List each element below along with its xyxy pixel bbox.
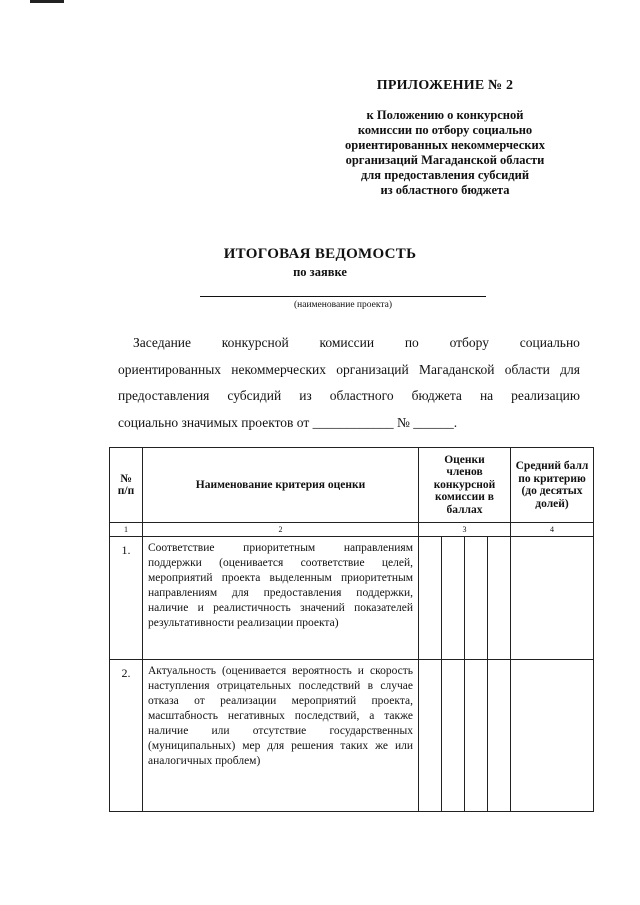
- intro-word: из: [299, 388, 312, 403]
- appendix-line: комиссии по отбору социально: [357, 123, 533, 137]
- criterion-text: Актуальность (оценивается вероятность и скорость наступления отрицательных последствий в случае отказа от реализации мероприятий проекта, масштабность негативных последствий, а также наличие или отсутствие государственных (муниципальных) мер для решения таких же или аналогичных проблем): [143, 660, 419, 812]
- appendix-description: [330, 108, 560, 198]
- appendix-line: для предоставления субсидий: [360, 168, 530, 182]
- appendix-line: к Положению о конкурсной: [366, 108, 524, 122]
- appendix-line: ориентированных некоммерческих: [345, 138, 545, 152]
- intro-word: реализацию: [511, 388, 580, 403]
- criteria-table: [109, 447, 594, 812]
- intro-word: для: [560, 361, 580, 377]
- intro-word: комиссии: [319, 335, 375, 350]
- header-number: № п/п: [110, 448, 143, 523]
- document-title-block: [0, 246, 640, 280]
- scores-cell[interactable]: [419, 537, 511, 660]
- appendix-title: ПРИЛОЖЕНИЕ № 2: [376, 78, 514, 93]
- project-name-line: [200, 296, 486, 297]
- header-average: Средний балл по критерию (до десятых долей): [511, 448, 594, 523]
- corner-mark: [30, 0, 64, 3]
- intro-word: организаций: [336, 361, 409, 377]
- column-number: 2: [143, 523, 419, 537]
- appendix-line: организаций Магаданской области: [345, 153, 545, 167]
- intro-line-2: [118, 357, 580, 384]
- intro-word: субсидий: [227, 388, 282, 403]
- row-number: 2.: [110, 660, 143, 812]
- intro-line-1: [133, 330, 580, 357]
- intro-word: социально: [519, 335, 580, 350]
- appendix-header: [330, 78, 560, 198]
- appendix-line: из областного бюджета: [380, 183, 510, 197]
- table-row: [110, 660, 594, 812]
- intro-word: Заседание: [133, 335, 192, 350]
- intro-word: некоммерческих: [231, 361, 327, 377]
- intro-word: областного: [329, 388, 394, 403]
- average-cell[interactable]: [511, 660, 594, 812]
- header-criterion: Наименование критерия оценки: [143, 448, 419, 523]
- intro-word: области: [504, 361, 550, 377]
- average-cell[interactable]: [511, 537, 594, 660]
- document-title: ИТОГОВАЯ ВЕДОМОСТЬ: [223, 246, 417, 262]
- score-subcolumns: [419, 660, 510, 811]
- intro-word: конкурсной: [221, 335, 289, 350]
- intro-word: по: [404, 335, 419, 350]
- column-number: 1: [110, 523, 143, 537]
- column-number-row: [110, 523, 594, 537]
- score-subcolumns: [419, 537, 510, 659]
- document-subtitle: по заявке: [293, 265, 347, 279]
- intro-line-4: социально значимых проектов от ____________ № ______.: [118, 414, 458, 430]
- project-name-caption: (наименование проекта): [293, 300, 392, 310]
- intro-word: отбору: [449, 335, 489, 350]
- intro-word: бюджета: [411, 388, 462, 403]
- intro-word: на: [479, 388, 494, 403]
- table-row: [110, 537, 594, 660]
- intro-word: Магаданской: [419, 361, 495, 377]
- row-number: 1.: [110, 537, 143, 660]
- intro-word: ориентированных: [118, 361, 222, 377]
- intro-paragraph: [118, 330, 580, 436]
- criterion-text: Соответствие приоритетным направлениям поддержки (оценивается соответствие целей, мероприятий проекта выделенным приоритетным направлениям для предоставления поддержки, наличие и реалистичность значений показателей результативности реализации проекта): [143, 537, 419, 660]
- column-number: 3: [419, 523, 511, 537]
- scores-cell[interactable]: [419, 660, 511, 812]
- intro-line-3: [118, 383, 580, 410]
- header-scores: Оценки членов конкурсной комиссии в баллах: [419, 448, 511, 523]
- intro-word: предоставления: [118, 388, 210, 403]
- column-number: 4: [511, 523, 594, 537]
- table-header-row: [110, 448, 594, 523]
